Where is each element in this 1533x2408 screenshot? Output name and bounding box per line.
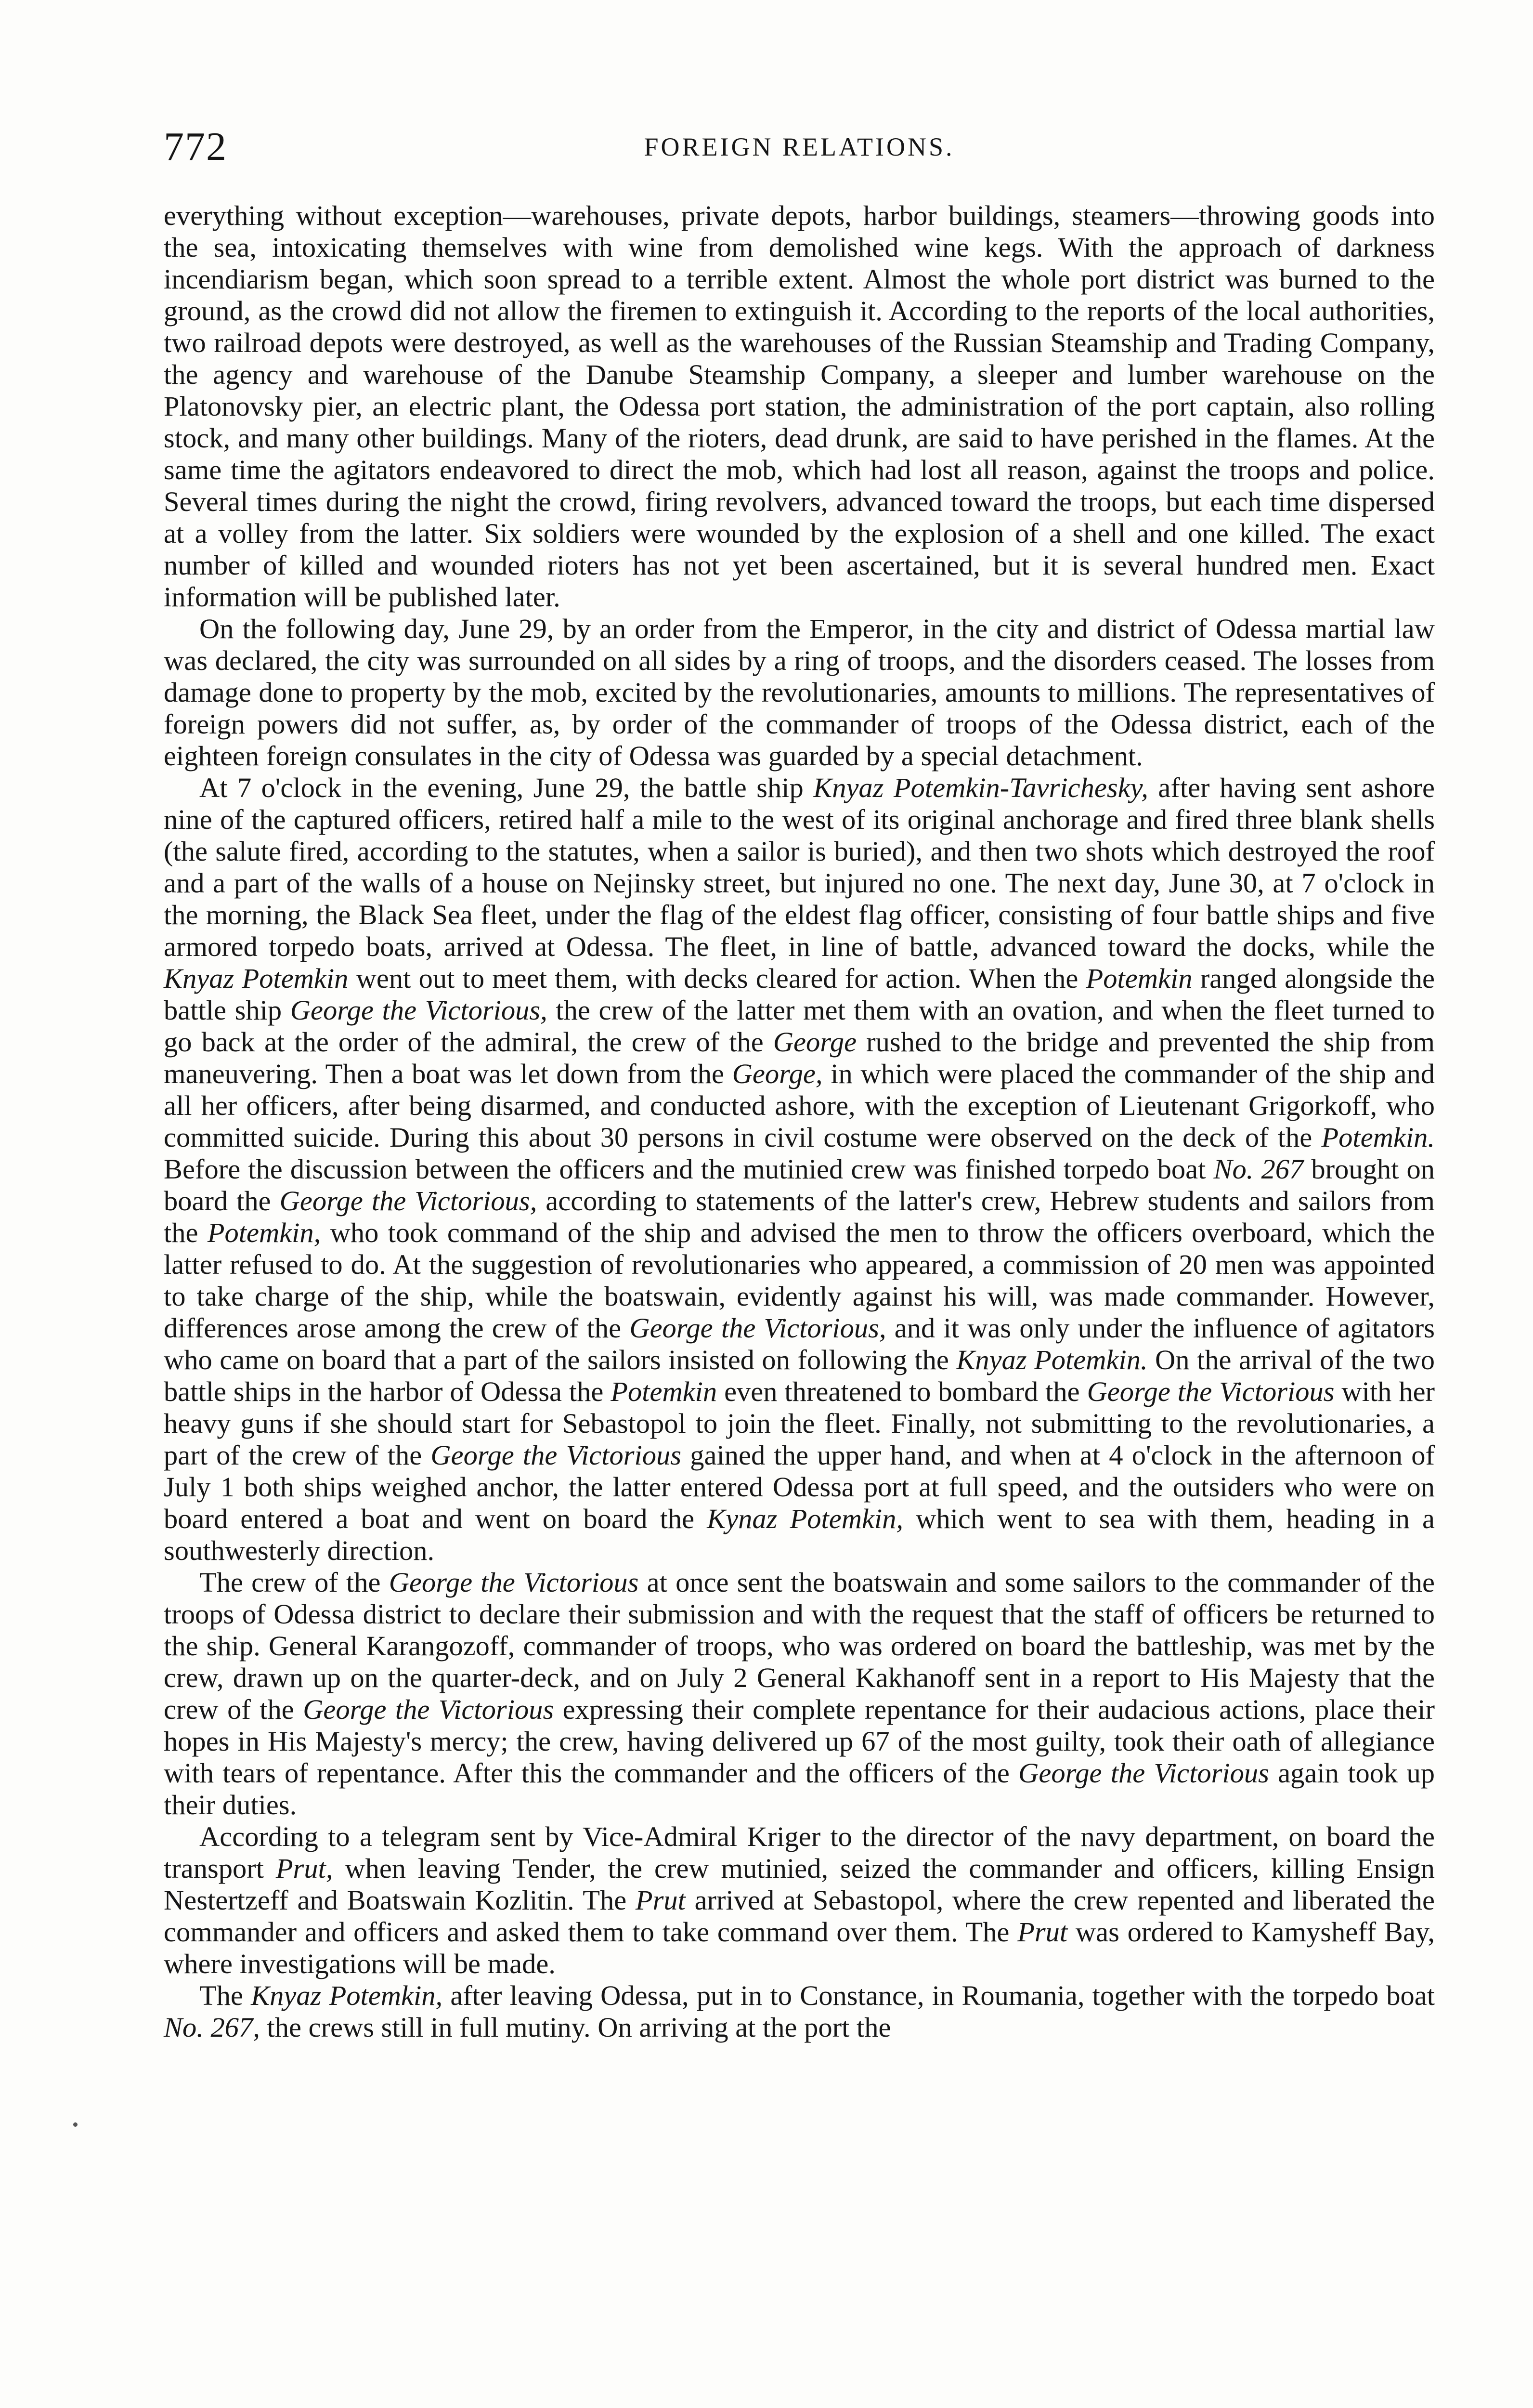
text-run: According to a telegram sent by Vice-Admiral Kriger to the director of the navy department, on board the transport [164,1821,1435,1884]
body-text [164,200,1435,2043]
running-head: FOREIGN RELATIONS. [644,132,955,161]
text-run: The crew of the [199,1567,389,1598]
italic-text: George the Victorious [1018,1757,1269,1789]
text-run: everything without exception—warehouses, private depots, harbor buildings, steamers—throwing goods into the sea, intoxicating themselves with wine from demolished wine kegs. With the approach of darkness incendiarism began, which soon spread to a terrible extent. Almost the whole port district was burned to the ground, as the crowd did not allow the firemen to extinguish it. According to the reports of the local authorities, two railroad depots were destroyed, as well as the warehouses of the Russian Steamship and Trading Company, the agency and warehouse of the Danube Steamship Company, a sleeper and lumber warehouse on the Platonovsky pier, an electric plant, the Odessa port station, the administration of the port captain, also rolling stock, and many other buildings. Many of the rioters, dead drunk, are said to have perished in the flames. At the same time the agitators endeavored to direct the mob, which had lost all reason, against the troops and police. Several times during the night the crowd, firing revolvers, advanced toward the troops, but each time dispersed at a volley from the latter. Six soldiers were wounded by the explosion of a shell and one killed. The exact number of killed and wounded rioters has not yet been ascertained, but it is several hundred men. Exact information will be published later. [164,200,1435,613]
italic-text: George the Victorious [389,1567,639,1598]
italic-text: Potemkin. [1321,1122,1435,1153]
text-run: after having sent ashore nine of the captured officers, retired half a mile to the west of its original anchorage and fired three blank shells (the salute fired, according to the statutes, when a sailor is buried), and then two shots which destroyed the roof and a part of the walls of a house on Nejinsky street, but injured no one. The next day, June 30, at 7 o'clock in the morning, the Black Sea fleet, under the flag of the eldest flag officer, consisting of four battle ships and five armored torpedo boats, arrived at Odessa. The fleet, in line of battle, advanced toward the docks, while the [164,772,1435,962]
page-number: 772 [164,124,227,169]
text-run: arrived at Sebastopol, where the crew repented and liberated the commander and officers and asked them to take command over them. The [164,1885,1435,1948]
text-run: and it was only under the influence of agitators who came on board that a part of the sailors insisted on following the [164,1312,1435,1375]
paragraph [164,1567,1435,1821]
text-run: The [199,1980,251,2011]
italic-text: Potemkin [1086,963,1193,994]
text-run: went out to meet them, with decks cleared for action. When the [348,963,1086,994]
text-run: in which were placed the commander of the ship and all her officers, after being disarmed, and conducted ashore, with the exception of Lieutenant Grigorkoff, who committed suicide. During this about 30 persons in civil costume were observed on the deck of the [164,1058,1435,1153]
text-run: again took up their duties. [164,1757,1435,1820]
italic-text: Knyaz Potemkin-Tavrichesky, [813,772,1148,803]
italic-text: Prut, [275,1853,333,1884]
text-run: the crew of the latter met them with an ovation, and when the fleet turned to go back at the order of the admiral, the crew of the [164,995,1435,1058]
italic-text: George the Victorious [1087,1376,1335,1407]
italic-text: No. 267 [1213,1153,1304,1185]
italic-text: Kynaz Potemkin, [707,1503,904,1534]
text-run: ranged alongside the battle ship [164,963,1435,1026]
text-run: at once sent the boatswain and some sailors to the commander of the troops of Odessa district to declare their submission and with the request that the staff of officers be returned to the ship. General Karangozoff, commander of troops, who was ordered on board the battleship, was met by the crew, drawn up on the quarter-deck, and on July 2 General Kakhanoff sent in a report to His Majesty that the crew of the [164,1567,1435,1725]
paragraph [164,200,1435,613]
italic-text: George the Victorious [303,1694,554,1725]
italic-text: George the Victorious, [290,995,547,1026]
paragraph [164,613,1435,772]
text-run: At 7 o'clock in the evening, June 29, the battle ship [199,772,814,803]
italic-text: No. 267, [164,2012,260,2043]
text-run: according to statements of the latter's crew, Hebrew students and sailors from the [164,1185,1435,1248]
italic-text: Knyaz Potemkin, [251,1980,443,2011]
italic-text: Prut [635,1885,686,1916]
page-header [164,120,1435,173]
italic-text: George the Victorious, [279,1185,537,1217]
text-run: On the arrival of the two battle ships in the harbor of Odessa the [164,1344,1435,1407]
text-run: the crews still in full mutiny. On arriving at the port the [260,2012,891,2043]
text-run: gained the upper hand, and when at 4 o'clock in the afternoon of July 1 both ships weighed anchor, the latter entered Odessa port at full speed, and the outsiders who were on board entered a boat and went on board the [164,1440,1435,1534]
text-run: who took command of the ship and advised the men to throw the officers overboard, which the latter refused to do. At the suggestion of revolutionaries who appeared, a commission of 20 men was appointed to take charge of the ship, while the boatswain, evidently against his will, was made commander. However, differences arose among the crew of the [164,1217,1435,1344]
text-run: after leaving Odessa, put in to Constance, in Roumania, together with the torpedo boat [442,1980,1435,2011]
italic-text: Potemkin [611,1376,717,1407]
italic-text: Knyaz Potemkin. [956,1344,1148,1375]
paragraph [164,772,1435,1567]
margin-mark [73,2122,78,2127]
text-run: rushed to the bridge and prevented the ship from maneuvering. Then a boat was let down from the [164,1026,1435,1089]
text-run: was ordered to Kamysheff Bay, where investigations will be made. [164,1916,1435,1979]
text-run: Before the discussion between the officers and the mutinied crew was finished torpedo boat [164,1153,1214,1185]
italic-text: George the Victorious [430,1440,682,1471]
text-run: On the following day, June 29, by an order from the Emperor, in the city and district of Odessa martial law was declared, the city was surrounded on all sides by a ring of troops, and the disorders ceased. The losses from damage done to property by the mob, excited by the revolutionaries, amounts to millions. The representatives of foreign powers did not suffer, as, by order of the commander of troops of the Odessa district, each of the eighteen foreign consulates in the city of Odessa was guarded by a special detachment. [164,613,1435,772]
paragraph [164,1980,1435,2043]
italic-text: Knyaz Potemkin [164,963,349,994]
italic-text: Prut [1017,1916,1068,1948]
italic-text: George, [732,1058,823,1089]
text-run: brought on board the [164,1153,1435,1217]
text-run: expressing their complete repentance for their audacious actions, place their hopes in His Majesty's mercy; the crew, having delivered up 67 of the most guilty, took their oath of allegiance with tears of repentance. After this the commander and the officers of the [164,1694,1435,1789]
text-run: with her heavy guns if she should start for Sebastopol to join the fleet. Finally, not submitting to the revolutionaries, a part of the crew of the [164,1376,1435,1471]
italic-text: George the Victorious, [629,1312,886,1344]
text-run: which went to sea with them, heading in a southwesterly direction. [164,1503,1435,1566]
italic-text: Potemkin, [207,1217,321,1248]
italic-text: George [773,1026,857,1058]
paragraph [164,1821,1435,1980]
text-run: even threatened to bombard the [717,1376,1087,1407]
text-run: when leaving Tender, the crew mutinied, seized the commander and officers, killing Ensign Nestertzeff and Boatswain Kozlitin. The [164,1853,1435,1916]
